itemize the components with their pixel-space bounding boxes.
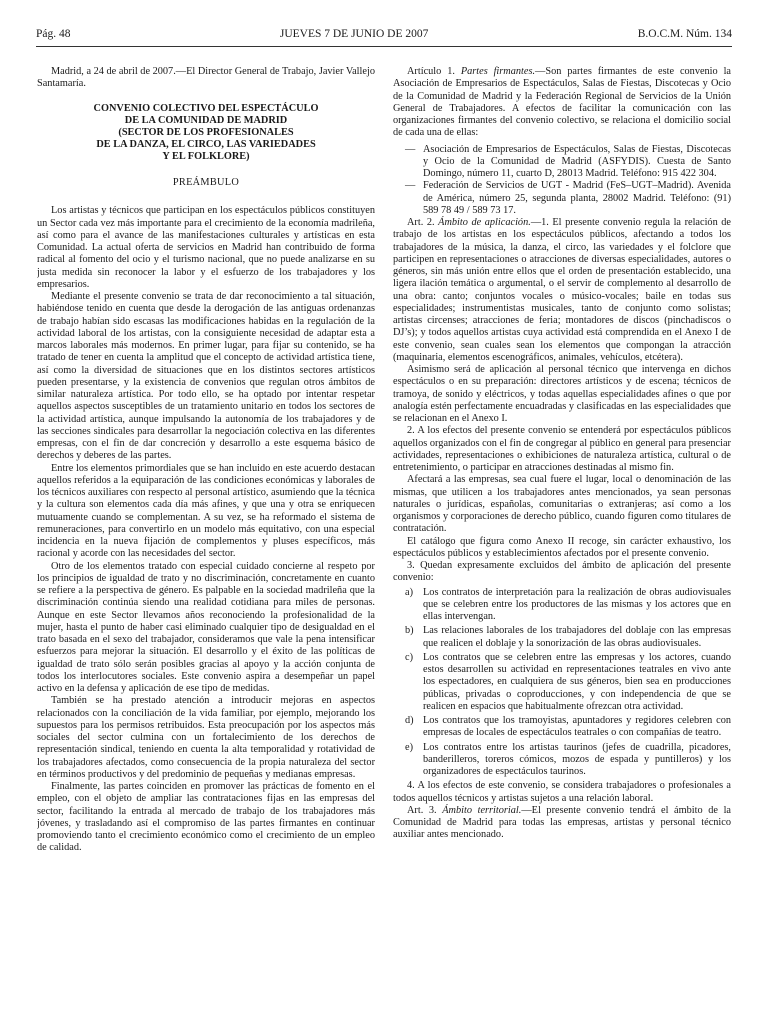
item-marker: b): [405, 625, 414, 637]
signatory-text: Federación de Servicios de UGT - Madrid (FeS–UGT–Madrid). Avenida de América, número 25, segunda planta, 28002 Madrid. Teléfono: (91) 589 78 49 / 589 73 17.: [423, 180, 731, 216]
article-paragraph: El catálogo que figura como Anexo II recoge, sin carácter exhaustivo, los espectáculos públicos y establecimientos afectados por el presente convenio.: [393, 535, 731, 559]
list-item: [393, 587, 731, 624]
page-number: Pág. 48: [36, 28, 71, 40]
preamble-paragraph: Finalmente, las partes coinciden en promover las prácticas de fomento en el empleo, con el objeto de ampliar las contrataciones fijas en las empresas del sector, facilitando la entrada al mercado de trabajo de los trabajadores más jóvenes, y trasladando así el compromiso de las partes firmantes en continuar promoviendo tanto el crecimiento económico como el crecimiento de un empleo de calidad.: [37, 781, 375, 854]
page-header: [36, 28, 732, 44]
article-2-text: —1. El presente convenio regula la relación de trabajo de los artistas en los espectáculos públicos, afectando a todos los trabajadores de la música, la danza, el circo, las variedades y el folclore que participen en representaciones o atracciones de diversas especialidades, autores o géneros, sin más unión entre ellos que el orden de presentación establecido, una ligera ilación temática o argumental, o el servir de complemento al desarrollo de una obra: canto; conjuntos vocales o músico-vocales; baile en todas sus especialidades; instrumentistas musicales, tanto de conjunto como solistas; artistas circenses; atracciones de feria; montadores de discos (pinchadiscos o DJ’s); y todos aquellos artistas cuya actividad está comprendida en el Anexo I de este convenio, sean cuales sean los elementos que compongan la atracción (maquinaria, elementos escenográficos, animales, vehículos, etcétera).: [393, 217, 731, 363]
article-3: [393, 805, 731, 842]
item-marker: e): [405, 741, 413, 753]
article-3-text: —El presente convenio tendrá el ámbito de la Comunidad de Madrid para todas las empresas, artistas y personal técnico auxiliar antes mencionado.: [393, 804, 731, 841]
signature-line: Madrid, a 24 de abril de 2007.—El Director General de Trabajo, Javier Vallejo Santamaría.: [37, 66, 375, 90]
right-column: [393, 66, 731, 1016]
article-paragraph: 4. A los efectos de este convenio, se considera trabajadores o profesionales a todos aquellos técnicos y artistas sujetos a una relación laboral.: [393, 780, 731, 804]
item-marker: a): [405, 586, 413, 598]
item-marker: c): [405, 651, 413, 663]
preamble-paragraph: Los artistas y técnicos que participan en los espectáculos públicos constituyen un Sector cada vez más importante para el crecimiento de la economía madrileña, así como para el avance de las manifestaciones culturales y artísticas en esta Comunidad. La actual oferta de servicios en Madrid han contribuido de forma radical al fomento del ocio y el turismo nacional, que no puede analizarse en su justa medida sin reconocer la labor y el esfuerzo de los trabajadores y los empresarios.: [37, 205, 375, 290]
preamble-heading: PREÁMBULO: [172, 177, 240, 189]
preamble-paragraph: Otro de los elementos tratado con especial cuidado concierne al respeto por los principios de igualdad de trato y no discriminación, concretamente en cuanto se refiere a la perspectiva de género. Es palpable en la sociedad madrileña que la discriminación continúa siendo una realidad cotidiana para miles de personas. Aunque en este Sector llevamos años reconociendo la profesionalidad de la mujer, hasta el punto de haber casi eliminado cualquier tipo de desigualdad en el trato basada en el sexo del trabajador, consideramos que vale la pena intensificar esfuerzos para mejorar la situación. El desarrollo y el éxito de las políticas de igualdad de trato sólo serán posibles gracias al apoyo y la acción conjunta de todos los interlocutores sociales. Este convenio aspira a desempeñar un papel activo en la defensa y aplicación de ese tipo de medidas.: [37, 560, 375, 695]
left-column: [37, 66, 375, 1016]
article-1-text: —Son partes firmantes de este convenio la Asociación de Empresarios de Espectáculos, Salas de Fiestas, Discotecas y Ocio de la Comunidad de Madrid y la Federación Regional de Servicios de la Unión General de Trabajadores. A efectos de facilitar la comunicación con las organizaciones firmantes del convenio colectivo, se relaciona el domicilio social de cada una de ellas:: [393, 66, 731, 139]
article-1-title: Partes firmantes.: [460, 66, 536, 77]
title-line: CONVENIO COLECTIVO DEL ESPECTÁCULO: [93, 102, 319, 114]
article-paragraph: Asimismo será de aplicación al personal técnico que intervenga en dichos espectáculos o en su preparación: directores artísticos y de escena; técnicos de tramoya, de sonido y eléctricos, y todas aquellas especialidades afines o que por analogía estén perfectamente encuadradas y clasificadas en las especialidades que se relacionan en el Anexo I.: [393, 364, 731, 424]
article-2-title: Ámbito de aplicación.: [438, 217, 531, 228]
article-paragraph: 3. Quedan expresamente excluidos del ámbito de aplicación del presente convenio:: [393, 560, 731, 584]
title-line: DE LA DANZA, EL CIRCO, LAS VARIEDADES: [96, 138, 316, 150]
list-item: [393, 625, 731, 650]
article-2: [393, 217, 731, 364]
article-2-lead: Art. 2.: [407, 217, 435, 228]
preamble-paragraph: También se ha prestado atención a introducir mejoras en aspectos relacionados con la conciliación de la vida familiar, por ejemplo, mejorando los supuestos para los permisos retribuidos. Esta preocupación por los aspectos más sociales del sector culmina con un fortalecimiento de los derechos de representación sindical, teniendo en cuenta la alta temporalidad y rotatividad de los trabajadores afectados, como consecuencia de la propia naturaleza del sector en términos productivos y del predominio de pequeñas y medianas empresas.: [37, 695, 375, 780]
article-1-lead: Artículo 1.: [407, 66, 455, 77]
title-line: DE LA COMUNIDAD DE MADRID: [124, 114, 288, 126]
issue-date: JUEVES 7 DE JUNIO DE 2007: [279, 28, 429, 40]
list-item: [393, 144, 731, 181]
article-paragraph: Afectará a las empresas, sea cual fuere el lugar, local o denominación de las mismas, que utilicen a los trabajadores antes mencionados, ya sean personas naturales o jurídicas, españolas, comunitarias o extranjeras; así como a los organismos y corporaciones de derecho público, cuando figuren como titulares de contratación.: [393, 474, 731, 535]
header-rule: [36, 46, 732, 47]
list-item: [393, 742, 731, 779]
item-text: Los contratos que se celebren entre las empresas y los actores, cuando estos desarrollen su actividad en representaciones teatrales en vivo ante los espectadores, en cualquiera de sus géneros, bien sea en producciones públicas, privadas o coproducciones, y con independencia de que se realicen en espacios que habitualmente ofrezcan otra actividad.: [423, 651, 731, 712]
gazette-number: B.O.C.M. Núm. 134: [637, 28, 732, 40]
article-paragraph: 2. A los efectos del presente convenio se entenderá por espectáculos públicos aquellos organizados con el fin de congregar al público en general para presenciar actividades, representaciones o exhibiciones de naturaleza artística, cultural o de entretenimiento, o participar en atracciones destinadas al mismo fin.: [393, 425, 731, 473]
preamble-paragraph: Mediante el presente convenio se trata de dar reconocimiento a tal situación, habiéndose tenido en cuenta que desde la derogación de las antiguas ordenanzas de trabajo habían sido escasas las modificaciones habidas en la regulación de la actividad laboral de los artistas, con la consiguiente necesidad de adaptar esta a marcos laborales más modernos. En primer lugar, para fijar su contenido, se ha tratado de tener en cuenta la amplitud que el concepto de actividad artística tiene, así como la diversidad de situaciones que en los distintos sectores artísticos pueden presentarse, y la existencia de convenios que regulan otros ámbitos de similar naturaleza artística. Por todo ello, se ha optado por intentar respetar aquellos aspectos susceptibles de un tratamiento unitario en todos los sectores de la actividad artística, aunque impulsando la autonomía de los trabajadores y de las secciones sindicales para desarrollar la negociación colectiva en las diferentes empresas, con el fin de dar concreción y desarrollo a este esquema básico de derechos y deberes de las partes.: [37, 291, 375, 462]
article-3-lead: Art. 3.: [407, 804, 437, 816]
signatory-text: Asociación de Empresarios de Espectáculos, Salas de Fiestas, Discotecas y Ocio de la Comunidad de Madrid (ASFYDIS). Cuesta de Santo Domingo, número 11, cuarto D, 28013 Madrid. Teléfono: 915 422 304.: [423, 143, 731, 179]
agreement-title: [37, 103, 375, 164]
item-text: Los contratos entre los artistas taurinos (jefes de cuadrilla, picadores, banderilleros, toreros cómicos, mozos de espada y puntilleros) y los organizadores de espectáculos taurinos.: [423, 741, 731, 777]
signatories-list: [393, 144, 731, 218]
dash-marker: —: [405, 143, 416, 155]
dash-marker: —: [405, 180, 416, 192]
list-item: [393, 652, 731, 713]
article-1: [393, 66, 731, 140]
article-3-title: Ámbito territorial.: [442, 804, 522, 816]
title-line: (SECTOR DE LOS PROFESIONALES: [118, 126, 294, 138]
item-text: Los contratos de interpretación para la realización de obras audiovisuales que se celebren entre los productores de las mismas y los actores que en ellas intervengan.: [423, 586, 731, 622]
exclusions-list: [393, 587, 731, 779]
item-text: Los contratos que los tramoyistas, apuntadores y regidores celebren con empresas de locales de espectáculos teatrales o con compañías de teatro.: [423, 715, 731, 739]
list-item: [393, 180, 731, 217]
title-line: Y EL FOLKLORE): [162, 151, 250, 163]
list-item: [393, 715, 731, 740]
preamble-paragraph: Entre los elementos primordiales que se han incluido en este acuerdo destacan aquellos referidos a la equiparación de las condiciones económicas y laborales de los técnicos auxiliares con respecto al personal artístico, asumiendo que la técnica y la cultura son elementos cada día más afines, y que una y otra se enriquecen mutuamente cuando se complementan. A su vez, se ha reformado el sistema de remuneraciones, para convertirlo en un modelo más equitativo, con una especial incidencia en la nueva fijación de complementos y pluses específicos, más racional y acorde con las necesidades del sector.: [37, 462, 375, 560]
item-marker: d): [405, 715, 414, 726]
item-text: Las relaciones laborales de los trabajadores del doblaje con las empresas que realicen el doblaje y la sonorización de las obras audiovisuales.: [423, 625, 731, 649]
